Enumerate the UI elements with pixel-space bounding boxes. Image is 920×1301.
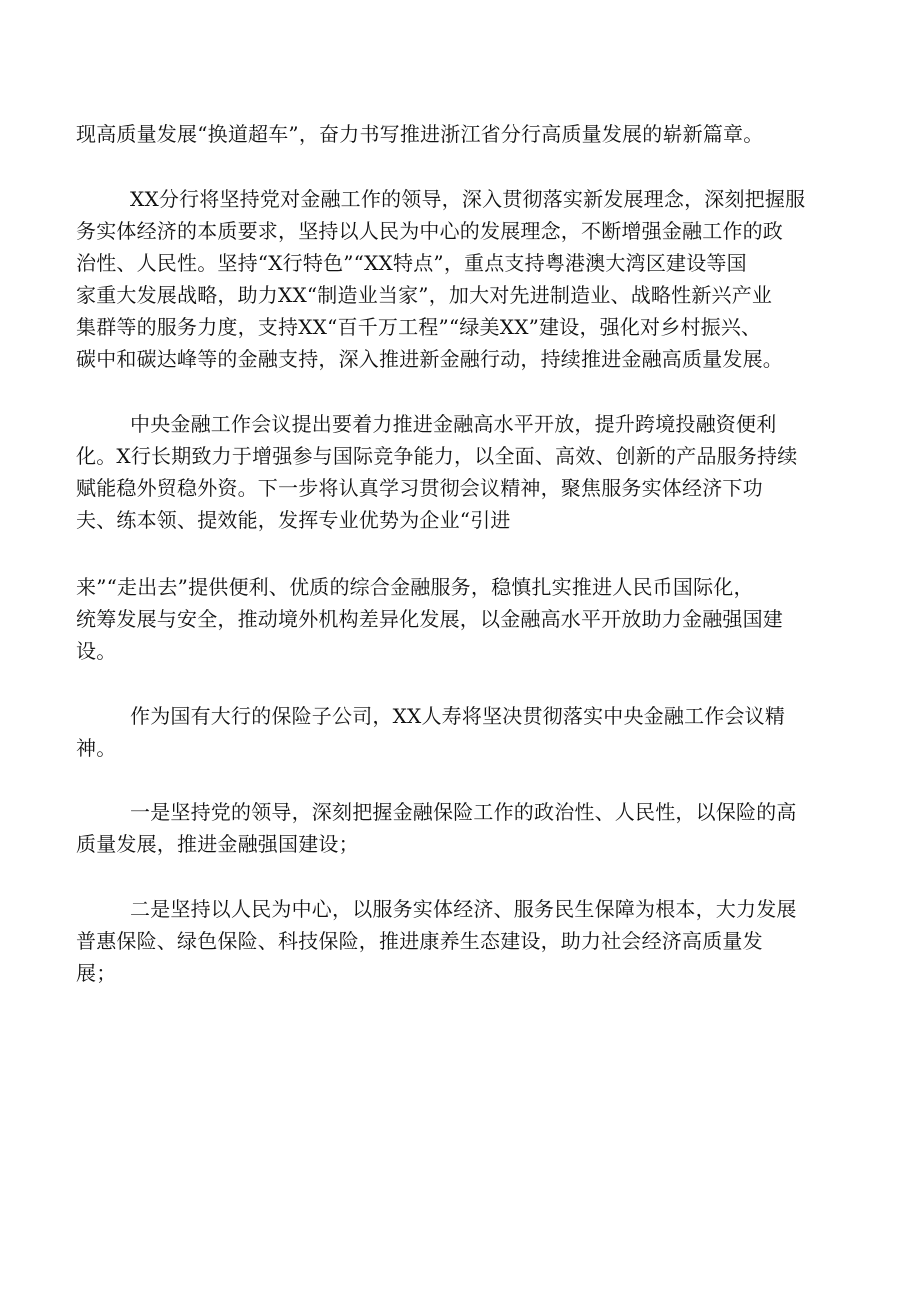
text-line: 现高质量发展“换道超车”，奋力书写推进浙江省分行高质量发展的崭新篇章。 (76, 122, 764, 146)
text-line: 质量发展，推进金融强国建设； (76, 832, 359, 856)
text-line: 二是坚持以人民为中心，以服务实体经济、服务民生保障为根本，大力发展 (130, 897, 797, 921)
text-line: 治性、人民性。坚持“X行特色”“XX特点”，重点支持粤港澳大湾区建设等国 (76, 251, 747, 275)
text-line: 统筹发展与安全，推动境外机构差异化发展，以金融高水平开放助力金融强国建 (76, 607, 783, 631)
text-line: 一是坚持党的领导，深刻把握金融保险工作的政治性、人民性，以保险的高 (130, 800, 797, 824)
text-line: 神。 (76, 736, 117, 760)
text-line: 作为国有大行的保险子公司，XX人寿将坚决贯彻落实中央金融工作会议精 (130, 704, 786, 728)
text-line: 普惠保险、绿色保险、科技保险，推进康养生态建设，助力社会经济高质量发 (76, 929, 763, 953)
text-line: 碳中和碳达峰等的金融支持，深入推进新金融行动，持续推进金融高质量发展。 (76, 347, 783, 371)
text-line: 中央金融工作会议提出要着力推进金融高水平开放，提升跨境投融资便利 (130, 412, 777, 436)
text-line: 展； (76, 961, 117, 985)
text-line: 家重大发展战略，助力XX“制造业当家”，加大对先进制造业、战略性新兴产业 (76, 283, 773, 307)
text-line: 务实体经济的本质要求，坚持以人民为中心的发展理念，不断增强金融工作的政 (76, 219, 783, 243)
text-line: 化。X行长期致力于增强参与国际竞争能力，以全面、高效、创新的产品服务持续 (76, 444, 798, 468)
text-line: 设。 (76, 639, 117, 663)
text-line: 赋能稳外贸稳外资。下一步将认真学习贯彻会议精神，聚焦服务实体经济下功 (76, 476, 763, 500)
text-line: XX分行将坚持党对金融工作的领导，深入贯彻落实新发展理念，深刻把握服 (130, 187, 806, 211)
text-line: 来”“走出去”提供便利、优质的综合金融服务，稳慎扎实推进人民币国际化， (76, 575, 754, 599)
text-line: 集群等的服务力度，支持XX“百千万工程”“绿美XX”建设，强化对乡村振兴、 (76, 315, 762, 339)
text-line: 夫、练本领、提效能，发挥专业优势为企业“引进 (76, 508, 511, 532)
